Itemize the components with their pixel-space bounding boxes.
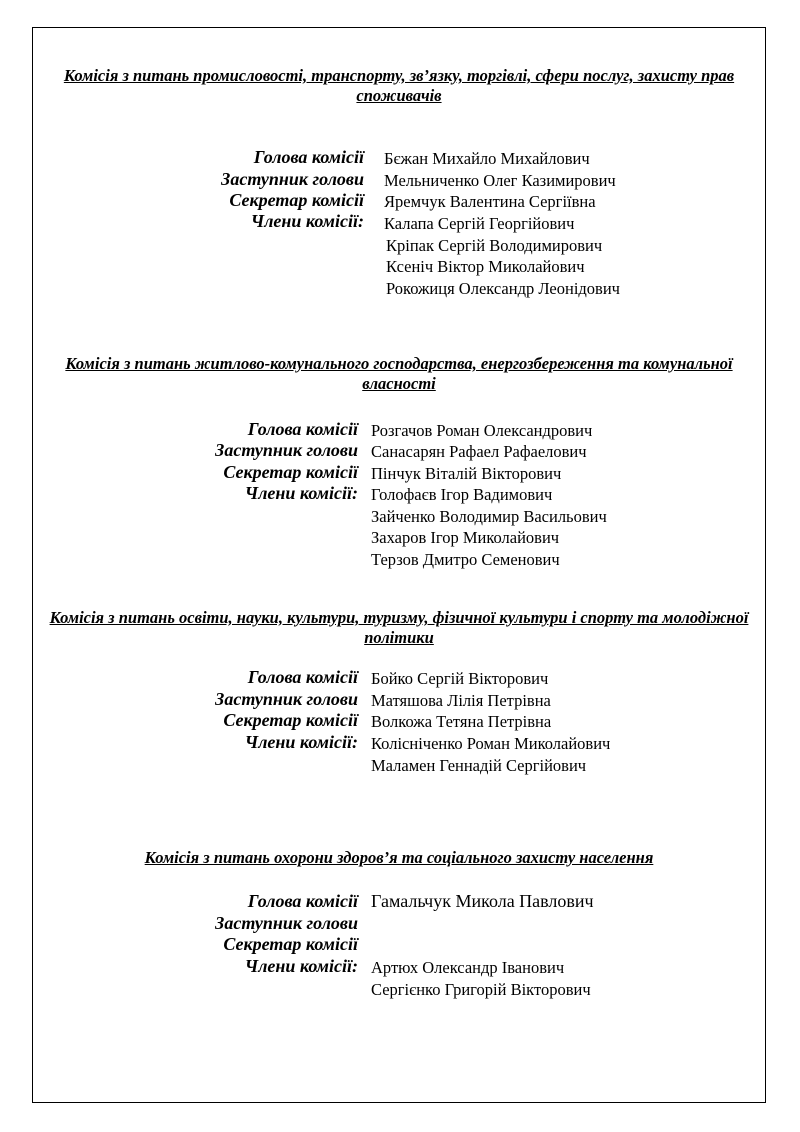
member-name: Голофаєв Ігор Вадимович xyxy=(371,485,553,504)
member-name: Кріпак Сергій Володимирович xyxy=(386,236,603,255)
chair-name: Розгачов Роман Олександрович xyxy=(371,421,593,440)
secretary-label: Секретар комісії xyxy=(223,462,358,482)
member-name: Артюх Олександр Іванович xyxy=(371,958,565,977)
deputy-label: Заступник голови xyxy=(215,689,358,709)
chair-label: Голова комісії xyxy=(247,667,358,687)
deputy-label: Заступник голови xyxy=(221,169,364,189)
secretary-label: Секретар комісії xyxy=(229,190,364,210)
committee-title: Комісія з питань охорони здоров’я та соціального захисту населення xyxy=(144,848,654,867)
member-name: Терзов Дмитро Семенович xyxy=(371,550,560,569)
member-name: Сергієнко Григорій Вікторович xyxy=(371,980,591,999)
chair-name: Гамальчук Микола Павлович xyxy=(371,891,594,911)
secretary-name: Волкожа Тетяна Петрівна xyxy=(371,712,552,731)
committee-title: Комісія з питань освіти, науки, культури, туризму, фізичної культури і спорту та молодіжної політики xyxy=(49,608,749,647)
deputy-label: Заступник голови xyxy=(215,913,358,933)
members-label: Члени комісії: xyxy=(244,483,358,503)
secretary-name: Яремчук Валентина Сергіївна xyxy=(384,192,596,211)
committee-title: Комісія з питань промисловості, транспорту, зв’язку, торгівлі, сфери послуг, захисту прав споживачів xyxy=(63,66,735,105)
chair-label: Голова комісії xyxy=(247,419,358,439)
member-name: Маламен Геннадій Сергійович xyxy=(371,756,587,775)
chair-name: Бойко Сергій Вікторович xyxy=(371,669,549,688)
chair-label: Голова комісії xyxy=(247,891,358,911)
member-name: Колісніченко Роман Миколайович xyxy=(371,734,611,753)
secretary-name: Пінчук Віталій Вікторович xyxy=(371,464,562,483)
member-name: Зайченко Володимир Васильович xyxy=(371,507,607,526)
deputy-name: Санасарян Рафаел Рафаелович xyxy=(371,442,587,461)
committee-title: Комісія з питань житлово-комунального господарства, енергозбереження та комунальної власності xyxy=(65,354,733,393)
member-name: Захаров Ігор Миколайович xyxy=(371,528,560,547)
members-label: Члени комісії: xyxy=(244,732,358,752)
members-label: Члени комісії: xyxy=(250,211,364,231)
chair-label: Голова комісії xyxy=(253,147,364,167)
secretary-label: Секретар комісії xyxy=(223,934,358,954)
member-name: Калапа Сергій Георгійович xyxy=(384,214,575,233)
members-label: Члени комісії: xyxy=(244,956,358,976)
chair-name: Бєжан Михайло Михайлович xyxy=(384,149,590,168)
member-name: Рокожиця Олександр Леонідович xyxy=(386,279,620,298)
deputy-label: Заступник голови xyxy=(215,440,358,460)
secretary-label: Секретар комісії xyxy=(223,710,358,730)
member-name: Ксеніч Віктор Миколайович xyxy=(386,257,585,276)
deputy-name: Матяшова Лілія Петрівна xyxy=(371,691,551,710)
deputy-name: Мельниченко Олег Казимирович xyxy=(384,171,616,190)
